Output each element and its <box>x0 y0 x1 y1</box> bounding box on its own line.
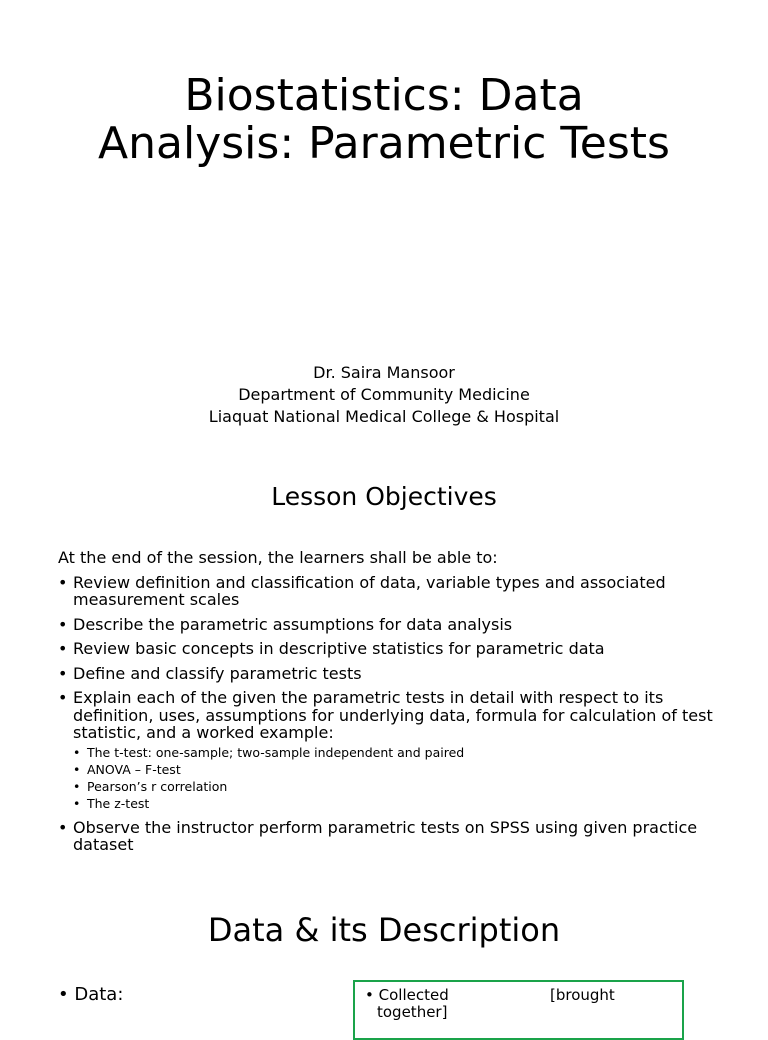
author-block <box>0 362 768 428</box>
sub-item: • The t-test: one-sample; two-sample independent and paired <box>73 744 728 761</box>
slide-title: Biostatistics: Data Analysis: Parametric Tests <box>98 70 670 169</box>
objective-item: • Observe the instructor perform parametric tests on SPSS using given practice dataset <box>58 819 728 854</box>
objective-item: • Define and classify parametric tests <box>58 665 728 683</box>
definition-box <box>353 980 684 1040</box>
author-institution: Liaquat National Medical College & Hospital <box>208 407 560 426</box>
objective-item-with-sublist <box>58 689 728 812</box>
author-name: Dr. Saira Mansoor <box>313 363 455 382</box>
definition-term: • Collected <box>365 987 449 1004</box>
sub-item: • ANOVA – F-test <box>73 761 728 778</box>
sub-item: • The z-test <box>73 795 728 812</box>
objective-item: • Review basic concepts in descriptive statistics for parametric data <box>58 640 728 658</box>
objectives-heading: Lesson Objectives <box>271 482 497 511</box>
sub-item: • Pearson’s r correlation <box>73 778 728 795</box>
data-section-heading: Data & its Description <box>207 911 561 949</box>
author-department: Department of Community Medicine <box>238 385 530 404</box>
definition-meaning: [brought <box>550 986 615 1004</box>
objectives-intro: At the end of the session, the learners shall be able to: <box>58 548 498 567</box>
data-bullet: • Data: <box>58 984 123 1006</box>
definition-meaning-continued: together] <box>377 1003 448 1021</box>
objective-item-text: Explain each of the given the parametric tests in detail with respect to its definition, uses, assumptions for underlying data, formula for calculation of test statistic, and a worked example: <box>73 688 713 742</box>
objective-item: • Describe the parametric assumptions for data analysis <box>58 616 728 634</box>
test-sublist <box>73 744 728 812</box>
objective-item: • Review definition and classification of data, variable types and associated measurement scales <box>58 574 728 609</box>
objectives-list <box>58 549 728 861</box>
